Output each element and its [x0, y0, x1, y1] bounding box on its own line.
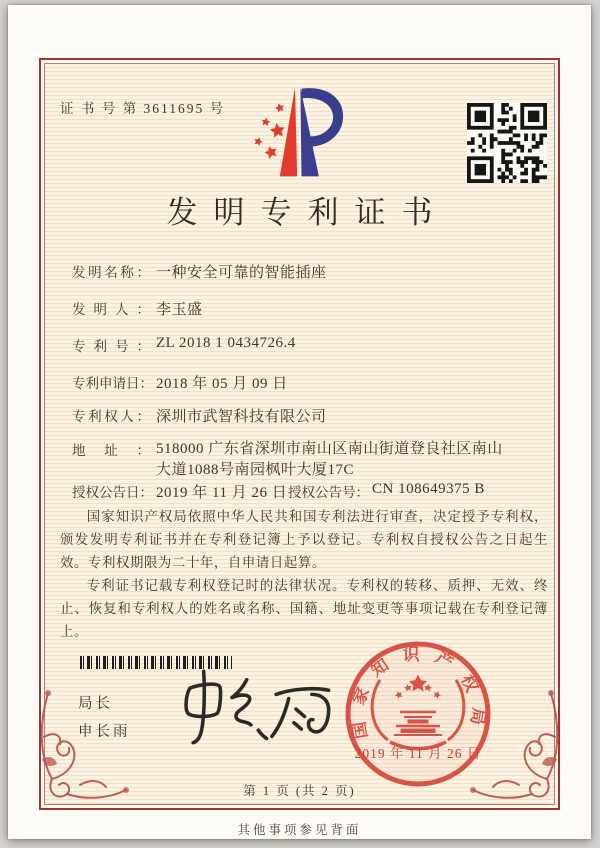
field-label: 专利权人：: [72, 409, 150, 424]
field-value: 一种安全可靠的智能插座: [156, 265, 327, 281]
field-patentee: [72, 405, 327, 427]
field-value: ZL 2018 1 0434726.4: [156, 335, 296, 351]
field-grant-row: [72, 481, 552, 503]
field-filing-date: [72, 372, 288, 394]
legal-text: [60, 505, 548, 643]
seal-org-text: 国家知识产权局: [347, 644, 489, 741]
cnipa-logo-icon: [240, 81, 350, 185]
field-value: 深圳市武智科技有限公司: [156, 409, 327, 425]
field-label: 地址：: [72, 443, 150, 458]
back-side-note: 其他事项参见背面: [237, 823, 362, 837]
field-invention-name: [72, 261, 327, 283]
certificate-page: [8, 5, 591, 839]
certificate-title: 发明专利证书: [166, 195, 449, 230]
field-label: 发明名称：: [72, 265, 150, 280]
seal-date: 2019 年 11 月 26 日: [354, 746, 482, 761]
handwritten-signature-icon: [158, 665, 348, 749]
field-grant-number: [288, 481, 485, 501]
field-value: 518000 广东省深圳市南山区南山街道登良社区南山大道1088号南园枫叶大厦17C: [156, 441, 503, 478]
field-value: 2018 年 05 月 09 日: [156, 376, 288, 392]
field-value: 李玉盛: [156, 302, 203, 318]
legal-paragraph-1: 国家知识产权局依照中华人民共和国专利法进行审查，决定授予专利权，颁发发明专利证书并在专利登记簿上予以登记。专利权自授权公告之日起生效。专利权期限为二十年，自申请日起算。: [60, 509, 548, 570]
signer-title: 局长: [78, 696, 113, 712]
qr-code-icon: [467, 103, 547, 183]
field-label: 专利号：: [72, 339, 150, 354]
field-inventor: [72, 298, 203, 320]
field-label: 专利申请日：: [72, 376, 153, 391]
field-value: 2019 年 11 月 26 日: [156, 485, 288, 501]
certificate-number: 证 书 号 第 3611695 号: [60, 101, 226, 116]
field-patent-number: [72, 335, 296, 357]
field-address: [72, 439, 516, 483]
field-label: 授权公告号：: [288, 485, 369, 500]
legal-paragraph-2: 专利证书记载专利权登记时的法律状况。专利权的转移、质押、无效、终止、恢复和专利权人的姓名或名称、国籍、地址变更等事项记载在专利登记簿上。: [60, 578, 548, 639]
signer-name: 申长雨: [78, 724, 131, 740]
field-value: CN 108649375 B: [372, 481, 485, 497]
field-label: 发明人：: [72, 302, 150, 317]
page-number: 第 1 页 (共 2 页): [243, 784, 356, 798]
field-label: 授权公告日：: [72, 485, 153, 500]
